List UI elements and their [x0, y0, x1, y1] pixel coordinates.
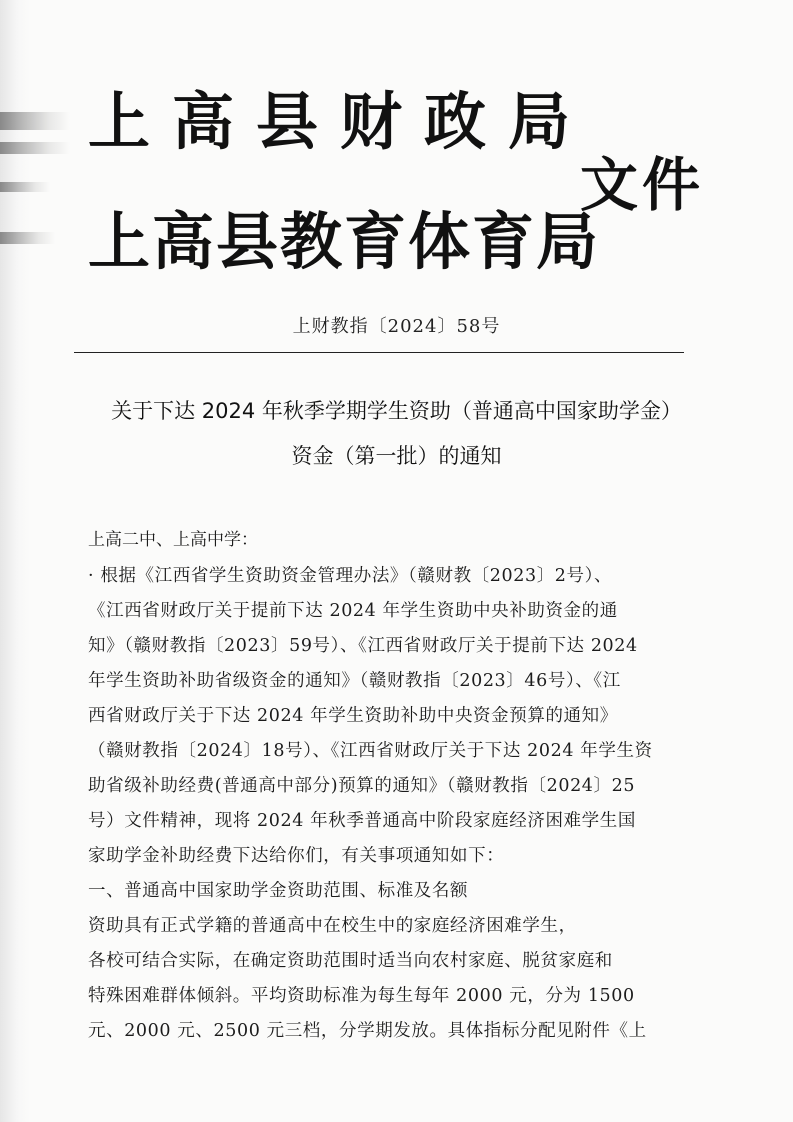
body-line: 特殊困难群体倾斜。平均资助标准为每生每年 2000 元，分为 1500 — [88, 986, 635, 1006]
document-header — [0, 0, 793, 300]
issuer-education-bureau: 上高县教育体育局 — [88, 205, 601, 278]
body-line: 资助具有正式学籍的普通高中在校生中的家庭经济困难学生， — [88, 916, 577, 936]
body-line: 各校可结合实际，在确定资助范围时适当向农村家庭、脱贫家庭和 — [88, 951, 613, 971]
header-divider — [74, 352, 684, 353]
body-line: 家助学金补助经费下达给你们，有关事项通知如下： — [88, 846, 505, 866]
document-number: 上财教指〔2024〕58号 — [292, 316, 501, 337]
body-line: 元、2000 元、2500 元三档，分学期发放。具体指标分配见附件《上 — [88, 1021, 647, 1041]
body-line: 年学生资助补助省级资金的通知》（赣财教指〔2023〕46号）、《江 — [88, 671, 621, 691]
body-line: · 根据《江西省学生资助资金管理办法》（赣财教〔2023〕2号）、 — [88, 566, 613, 586]
body-line: 助省级补助经费(普通高中部分)预算的通知》（赣财教指〔2024〕25 — [88, 776, 636, 796]
salutation: 上高二中、上高中学： — [88, 530, 258, 550]
notice-title-line2: 资金（第一批）的通知 — [291, 444, 502, 468]
body-line: 《江西省财政厅关于提前下达 2024 年学生资助中央补助资金的通 — [88, 601, 618, 621]
section-heading: 一、普通高中国家助学金资助范围、标准及名额 — [88, 881, 469, 901]
body-line: 号）文件精神，现将 2024 年秋季普通高中阶段家庭经济困难学生国 — [88, 811, 636, 831]
body-line: 知》（赣财教指〔2023〕59号）、《江西省财政厅关于提前下达 2024 — [88, 636, 638, 656]
issuer-finance-bureau: 上高县财政局 — [88, 85, 593, 158]
notice-title-line1: 关于下达 2024 年秋季学期学生资助（普通高中国家助学金） — [111, 399, 682, 423]
body-line: （赣财教指〔2024〕18号）、《江西省财政厅关于下达 2024 年学生资 — [88, 741, 653, 761]
document-label: 文件 — [580, 151, 705, 219]
body-line: 西省财政厅关于下达 2024 年学生资助补助中央资金预算的通知》 — [88, 706, 618, 726]
